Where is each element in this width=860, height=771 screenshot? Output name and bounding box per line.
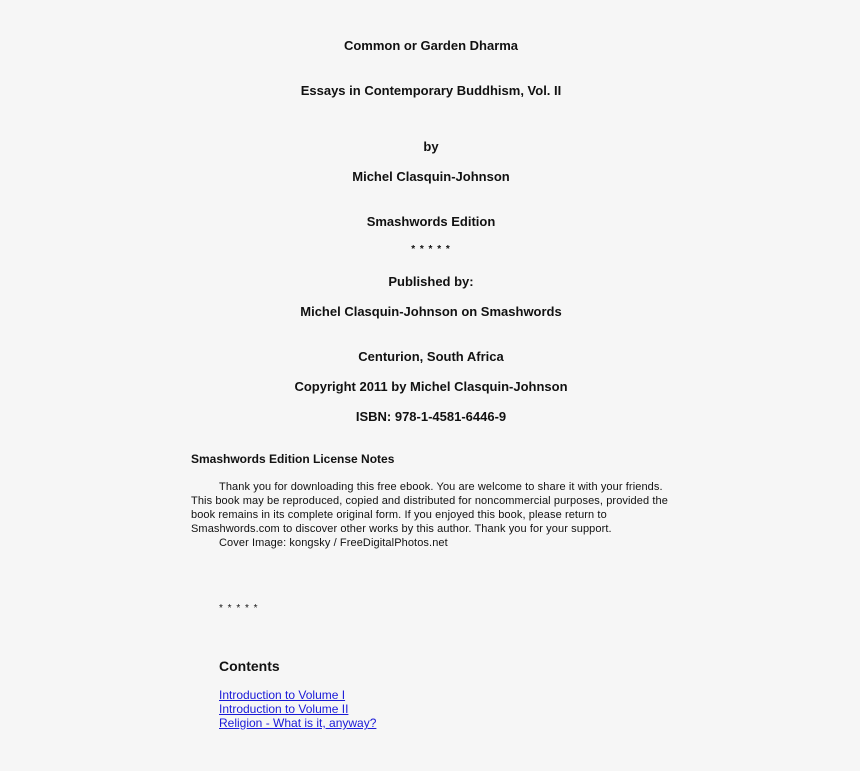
book-subtitle: Essays in Contemporary Buddhism, Vol. II: [300, 83, 562, 98]
toc-link-religion[interactable]: Religion - What is it, anyway?: [219, 716, 377, 730]
copyright-line: Copyright 2011 by Michel Clasquin-Johnson: [294, 379, 568, 394]
author-name: Michel Clasquin-Johnson: [352, 169, 510, 184]
license-heading: Smashwords Edition License Notes: [191, 452, 395, 466]
by-label: by: [423, 139, 439, 154]
book-title: Common or Garden Dharma: [343, 38, 519, 53]
isbn-line: ISBN: 978-1-4581-6446-9: [355, 409, 507, 424]
publisher-name: Michel Clasquin-Johnson on Smashwords: [300, 304, 562, 319]
published-by-label: Published by:: [388, 274, 474, 289]
cover-credit: Cover Image: kongsky / FreeDigitalPhotos.net: [219, 537, 448, 549]
separator-stars-2: * * * * *: [219, 603, 259, 614]
table-of-contents: [219, 688, 376, 730]
contents-heading: Contents: [219, 658, 280, 674]
toc-link-introduction-volume-2[interactable]: Introduction to Volume II: [219, 702, 349, 716]
license-notes: [191, 480, 681, 550]
publisher-location: Centurion, South Africa: [358, 349, 504, 364]
edition-label: Smashwords Edition: [366, 214, 496, 229]
license-body: Thank you for downloading this free ebook. You are welcome to share it with your friends. This book may be reproduced, copied and distributed for noncommercial purposes, provided the book remains in its complete original form. If you enjoyed this book, please return to Smashwords.com to discover other works by this author. Thank you for your support.: [191, 481, 668, 535]
separator-stars: * * * * *: [411, 244, 451, 255]
toc-link-introduction-volume-1[interactable]: Introduction to Volume I: [219, 688, 346, 702]
